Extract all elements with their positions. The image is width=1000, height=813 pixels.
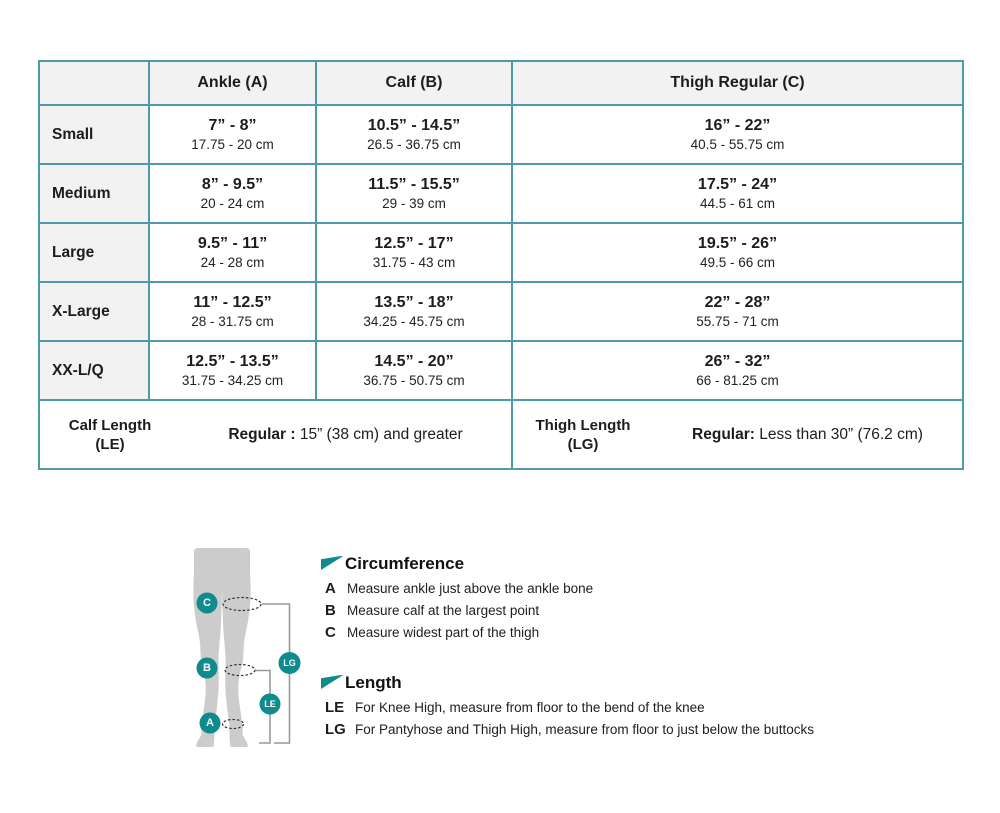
thigh-length-value: Regular: Less than 30” (76.2 cm) [692, 425, 923, 443]
calf-cell [316, 341, 512, 400]
inches-value: 11.5” - 15.5” [368, 176, 460, 193]
cm-value: 20 - 24 cm [200, 196, 265, 211]
calf-length-cell [39, 400, 512, 469]
flag-icon [321, 556, 344, 573]
ankle-cell [149, 341, 316, 400]
thigh-cell [512, 282, 963, 341]
inches-value: 7” - 8” [208, 117, 257, 134]
marker-le-label: LE [264, 699, 276, 709]
thigh-length-cell [512, 400, 963, 469]
cm-value: 40.5 - 55.75 cm [690, 137, 785, 152]
legend-text: Measure ankle just above the ankle bone [347, 581, 594, 596]
cm-value: 28 - 31.75 cm [191, 314, 274, 329]
ankle-cell [149, 105, 316, 164]
col-header-ankle: Ankle (A) [149, 61, 316, 105]
cm-value: 34.25 - 45.75 cm [363, 314, 465, 329]
legend-key: C [325, 624, 336, 641]
table-row-large [39, 223, 963, 282]
calf-length-value: Regular : 15” (38 cm) and greater [228, 425, 463, 443]
ankle-cell [149, 164, 316, 223]
legend-key: LE [325, 699, 345, 716]
marker-b-label: B [203, 662, 211, 674]
calf-cell [316, 282, 512, 341]
inches-value: 26” - 32” [704, 353, 771, 370]
table-row-x-large [39, 282, 963, 341]
legend-key: LG [325, 721, 346, 738]
table-row-xx-lq [39, 341, 963, 400]
cm-value: 31.75 - 43 cm [372, 255, 456, 270]
size-label: X-Large [39, 282, 149, 341]
calf-length-label: Calf Length (LE) [68, 416, 152, 453]
ankle-cell [149, 282, 316, 341]
size-label: Medium [39, 164, 149, 223]
cm-value: 31.75 - 34.25 cm [181, 373, 284, 388]
col-header-calf: Calf (B) [316, 61, 512, 105]
cm-value: 29 - 39 cm [382, 196, 446, 211]
inches-value: 16” - 22” [704, 117, 771, 134]
size-chart-table [38, 60, 964, 470]
cm-value: 55.75 - 71 cm [696, 314, 779, 329]
legend-text: For Knee High, measure from floor to the bend of the knee [355, 700, 705, 715]
inches-value: 12.5” - 17” [374, 235, 454, 252]
calf-cell [316, 223, 512, 282]
flag-icon [321, 675, 344, 692]
cm-value: 66 - 81.25 cm [696, 373, 779, 388]
size-label: Small [39, 105, 149, 164]
legend-text: For Pantyhose and Thigh High, measure from floor to just below the buttocks [355, 722, 814, 737]
marker-c-label: C [203, 597, 211, 609]
corner-cell [39, 61, 149, 105]
legend-item-c [321, 624, 991, 646]
col-header-thigh: Thigh Regular (C) [512, 61, 963, 105]
cm-value: 44.5 - 61 cm [699, 196, 776, 211]
legs-measurement-diagram [180, 540, 340, 770]
inches-value: 13.5” - 18” [374, 294, 454, 311]
inches-value: 22” - 28” [704, 294, 771, 311]
inches-value: 9.5” - 11” [197, 235, 268, 252]
cm-value: 26.5 - 36.75 cm [367, 137, 461, 152]
lg-bracket-line [262, 604, 290, 743]
cm-value: 36.75 - 50.75 cm [363, 373, 465, 388]
inches-value: 17.5” - 24” [697, 176, 778, 193]
cm-value: 17.75 - 20 cm [191, 137, 274, 152]
legend-text: Measure calf at the largest point [347, 603, 540, 618]
table-row-medium [39, 164, 963, 223]
inches-value: 12.5” - 13.5” [186, 353, 279, 370]
ankle-cell [149, 223, 316, 282]
legend-text: Measure widest part of the thigh [347, 625, 540, 640]
thigh-cell [512, 164, 963, 223]
calf-cell [316, 164, 512, 223]
circumference-title: Circumference [345, 554, 465, 573]
cm-value: 49.5 - 66 cm [699, 255, 776, 270]
inches-value: 19.5” - 26” [697, 235, 778, 252]
legend-item-le [321, 699, 991, 721]
thigh-cell [512, 341, 963, 400]
calf-cell [316, 105, 512, 164]
measurement-legend [321, 552, 991, 743]
legend-item-b [321, 602, 991, 624]
thigh-length-label: Thigh Length (LG) [535, 416, 631, 453]
length-footer-row [39, 400, 963, 469]
length-section [321, 671, 991, 743]
marker-lg-label: LG [283, 658, 296, 668]
legend-key: B [325, 602, 336, 619]
inches-value: 10.5” - 14.5” [367, 117, 461, 134]
circumference-section [321, 552, 991, 646]
thigh-cell [512, 223, 963, 282]
legend-key: A [325, 580, 336, 597]
header-row [39, 61, 963, 105]
cm-value: 24 - 28 cm [200, 255, 265, 270]
size-label: Large [39, 223, 149, 282]
length-title: Length [345, 673, 402, 692]
inches-value: 11” - 12.5” [193, 294, 272, 311]
table-row-small [39, 105, 963, 164]
legend-item-lg [321, 721, 991, 743]
size-label: XX-L/Q [39, 341, 149, 400]
inches-value: 14.5” - 20” [374, 353, 454, 370]
thigh-cell [512, 105, 963, 164]
marker-a-label: A [206, 717, 214, 729]
inches-value: 8” - 9.5” [201, 176, 264, 193]
legend-item-a [321, 580, 991, 602]
